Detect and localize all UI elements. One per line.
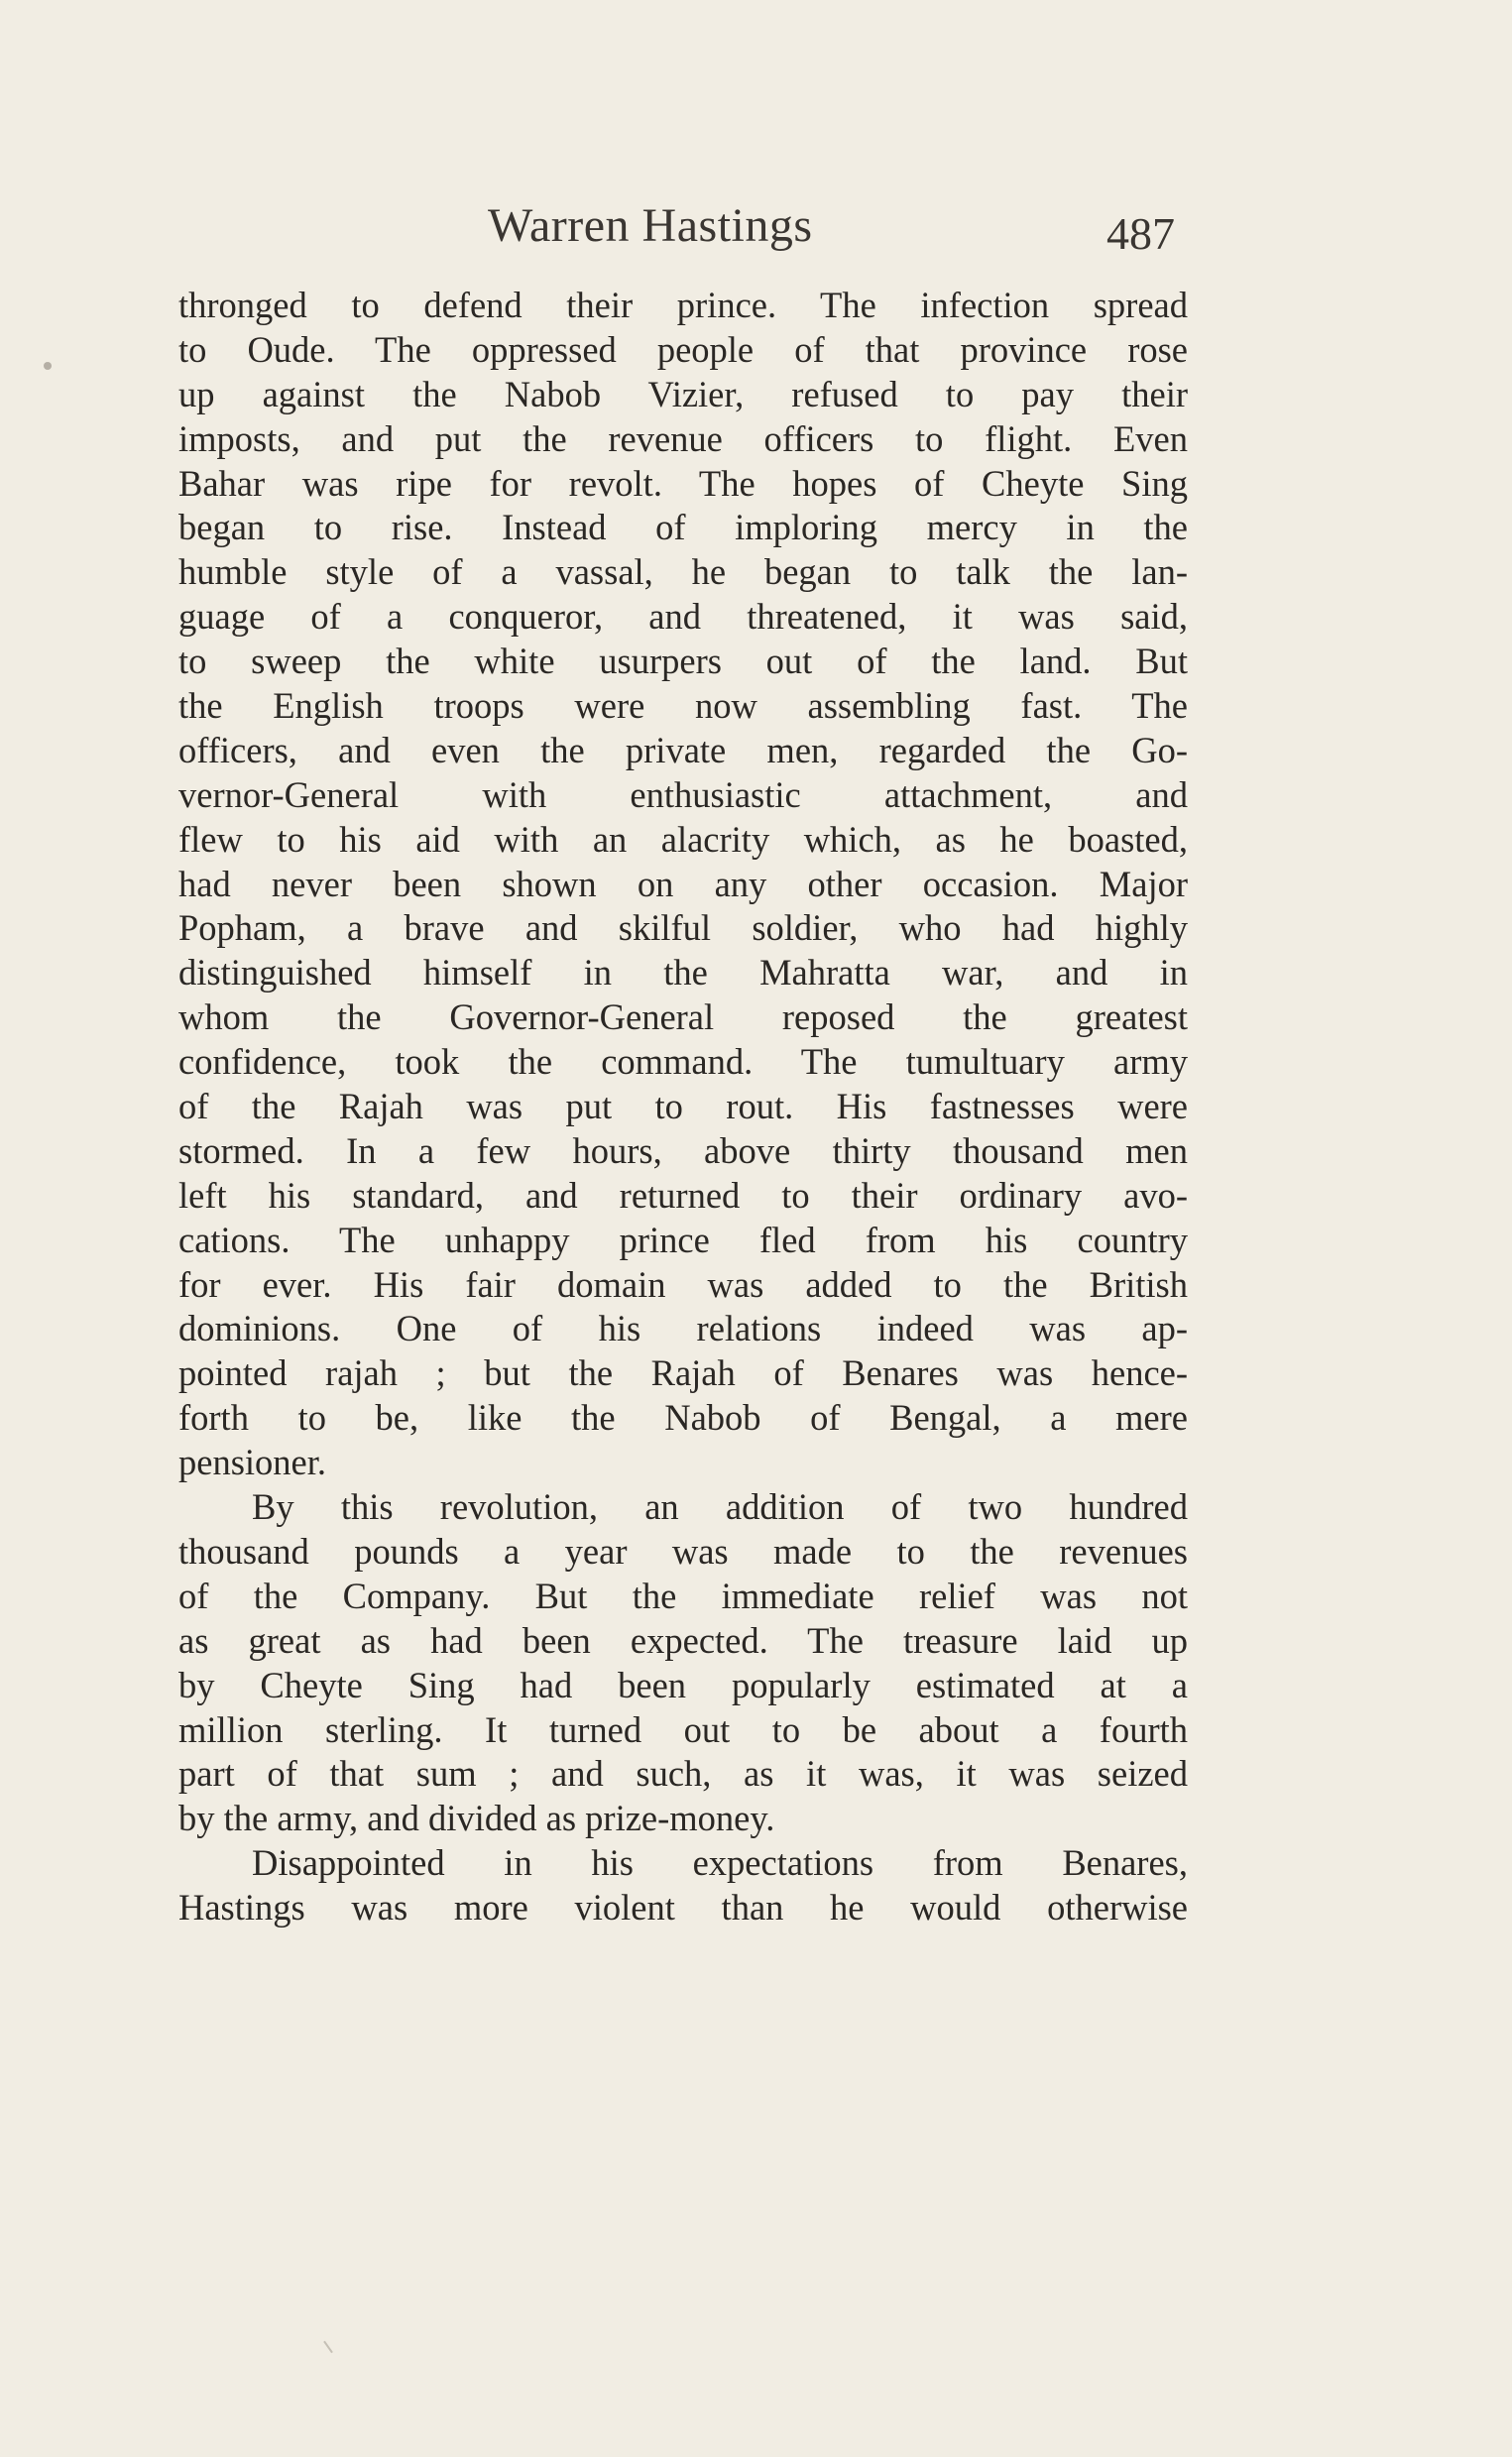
text-line: up against the Nabob Vizier, refused to pay their [178, 373, 1188, 414]
text-line: pointed rajah ; but the Rajah of Benares was hence- [178, 1352, 1188, 1394]
text-line: distinguished himself in the Mahratta war, and in [178, 952, 1188, 994]
page-number: 487 [1106, 208, 1175, 259]
text-line: officers, and even the private men, regarded the Go- [178, 729, 1188, 770]
text-line: began to rise. Instead of imploring mercy in the [178, 507, 1188, 548]
paragraph-start-line: Disappointed in his expectations from Benares, [252, 1842, 1188, 1884]
text-line: whom the Governor-General reposed the greatest [178, 996, 1188, 1038]
paper-mark [323, 2341, 333, 2354]
text-line: Bahar was ripe for revolt. The hopes of Cheyte Sing [178, 462, 1188, 504]
text-line: of the Company. But the immediate relief was not [178, 1575, 1188, 1616]
text-line: confidence, took the command. The tumultuary army [178, 1041, 1188, 1083]
body-text [178, 284, 1188, 1949]
text-line: thronged to defend their prince. The infection spread [178, 285, 1188, 325]
text-line: cations. The unhappy prince fled from his country [178, 1219, 1188, 1260]
text-line: flew to his aid with an alacrity which, as he boasted, [178, 818, 1188, 860]
text-line: part of that sum ; and such, as it was, it was seized [178, 1753, 1188, 1795]
text-line: for ever. His fair domain was added to the British [178, 1263, 1188, 1305]
running-head [0, 196, 1512, 266]
text-line: guage of a conqueror, and threatened, it was said, [178, 596, 1188, 638]
text-line: dominions. One of his relations indeed was ap- [178, 1308, 1188, 1349]
text-line: to sweep the white usurpers out of the land. But [178, 641, 1188, 682]
text-line: vernor-General with enthusiastic attachment, and [178, 773, 1188, 815]
text-line: left his standard, and returned to their ordinary avo- [178, 1174, 1188, 1216]
running-title: Warren Hastings [488, 199, 813, 252]
ink-speck [44, 362, 52, 370]
paragraph-end-line: by the army, and divided as prize-money. [178, 1798, 775, 1839]
text-line: thousand pounds a year was made to the revenues [178, 1530, 1188, 1572]
text-line: million sterling. It turned out to be about a fourth [178, 1708, 1188, 1750]
text-line: to Oude. The oppressed people of that province rose [178, 328, 1188, 370]
text-line: imposts, and put the revenue officers to flight. Even [178, 417, 1188, 459]
text-line: Popham, a brave and skilful soldier, who had highly [178, 907, 1188, 949]
text-line: stormed. In a few hours, above thirty thousand men [178, 1129, 1188, 1171]
text-line: humble style of a vassal, he began to talk the lan- [178, 551, 1188, 593]
paragraph-end-line: pensioner. [178, 1442, 327, 1483]
text-line: had never been shown on any other occasion. Major [178, 863, 1188, 904]
text-line: of the Rajah was put to rout. His fastnesses were [178, 1086, 1188, 1127]
text-line: by Cheyte Sing had been popularly estimated at a [178, 1664, 1188, 1705]
text-line: forth to be, like the Nabob of Bengal, a mere [178, 1397, 1188, 1439]
text-line: as great as had been expected. The treasure laid up [178, 1619, 1188, 1661]
text-line: Hastings was more violent than he would otherwise [178, 1887, 1188, 1929]
text-line: the English troops were now assembling fast. The [178, 685, 1188, 727]
paragraph-start-line: By this revolution, an addition of two hundred [252, 1486, 1188, 1528]
